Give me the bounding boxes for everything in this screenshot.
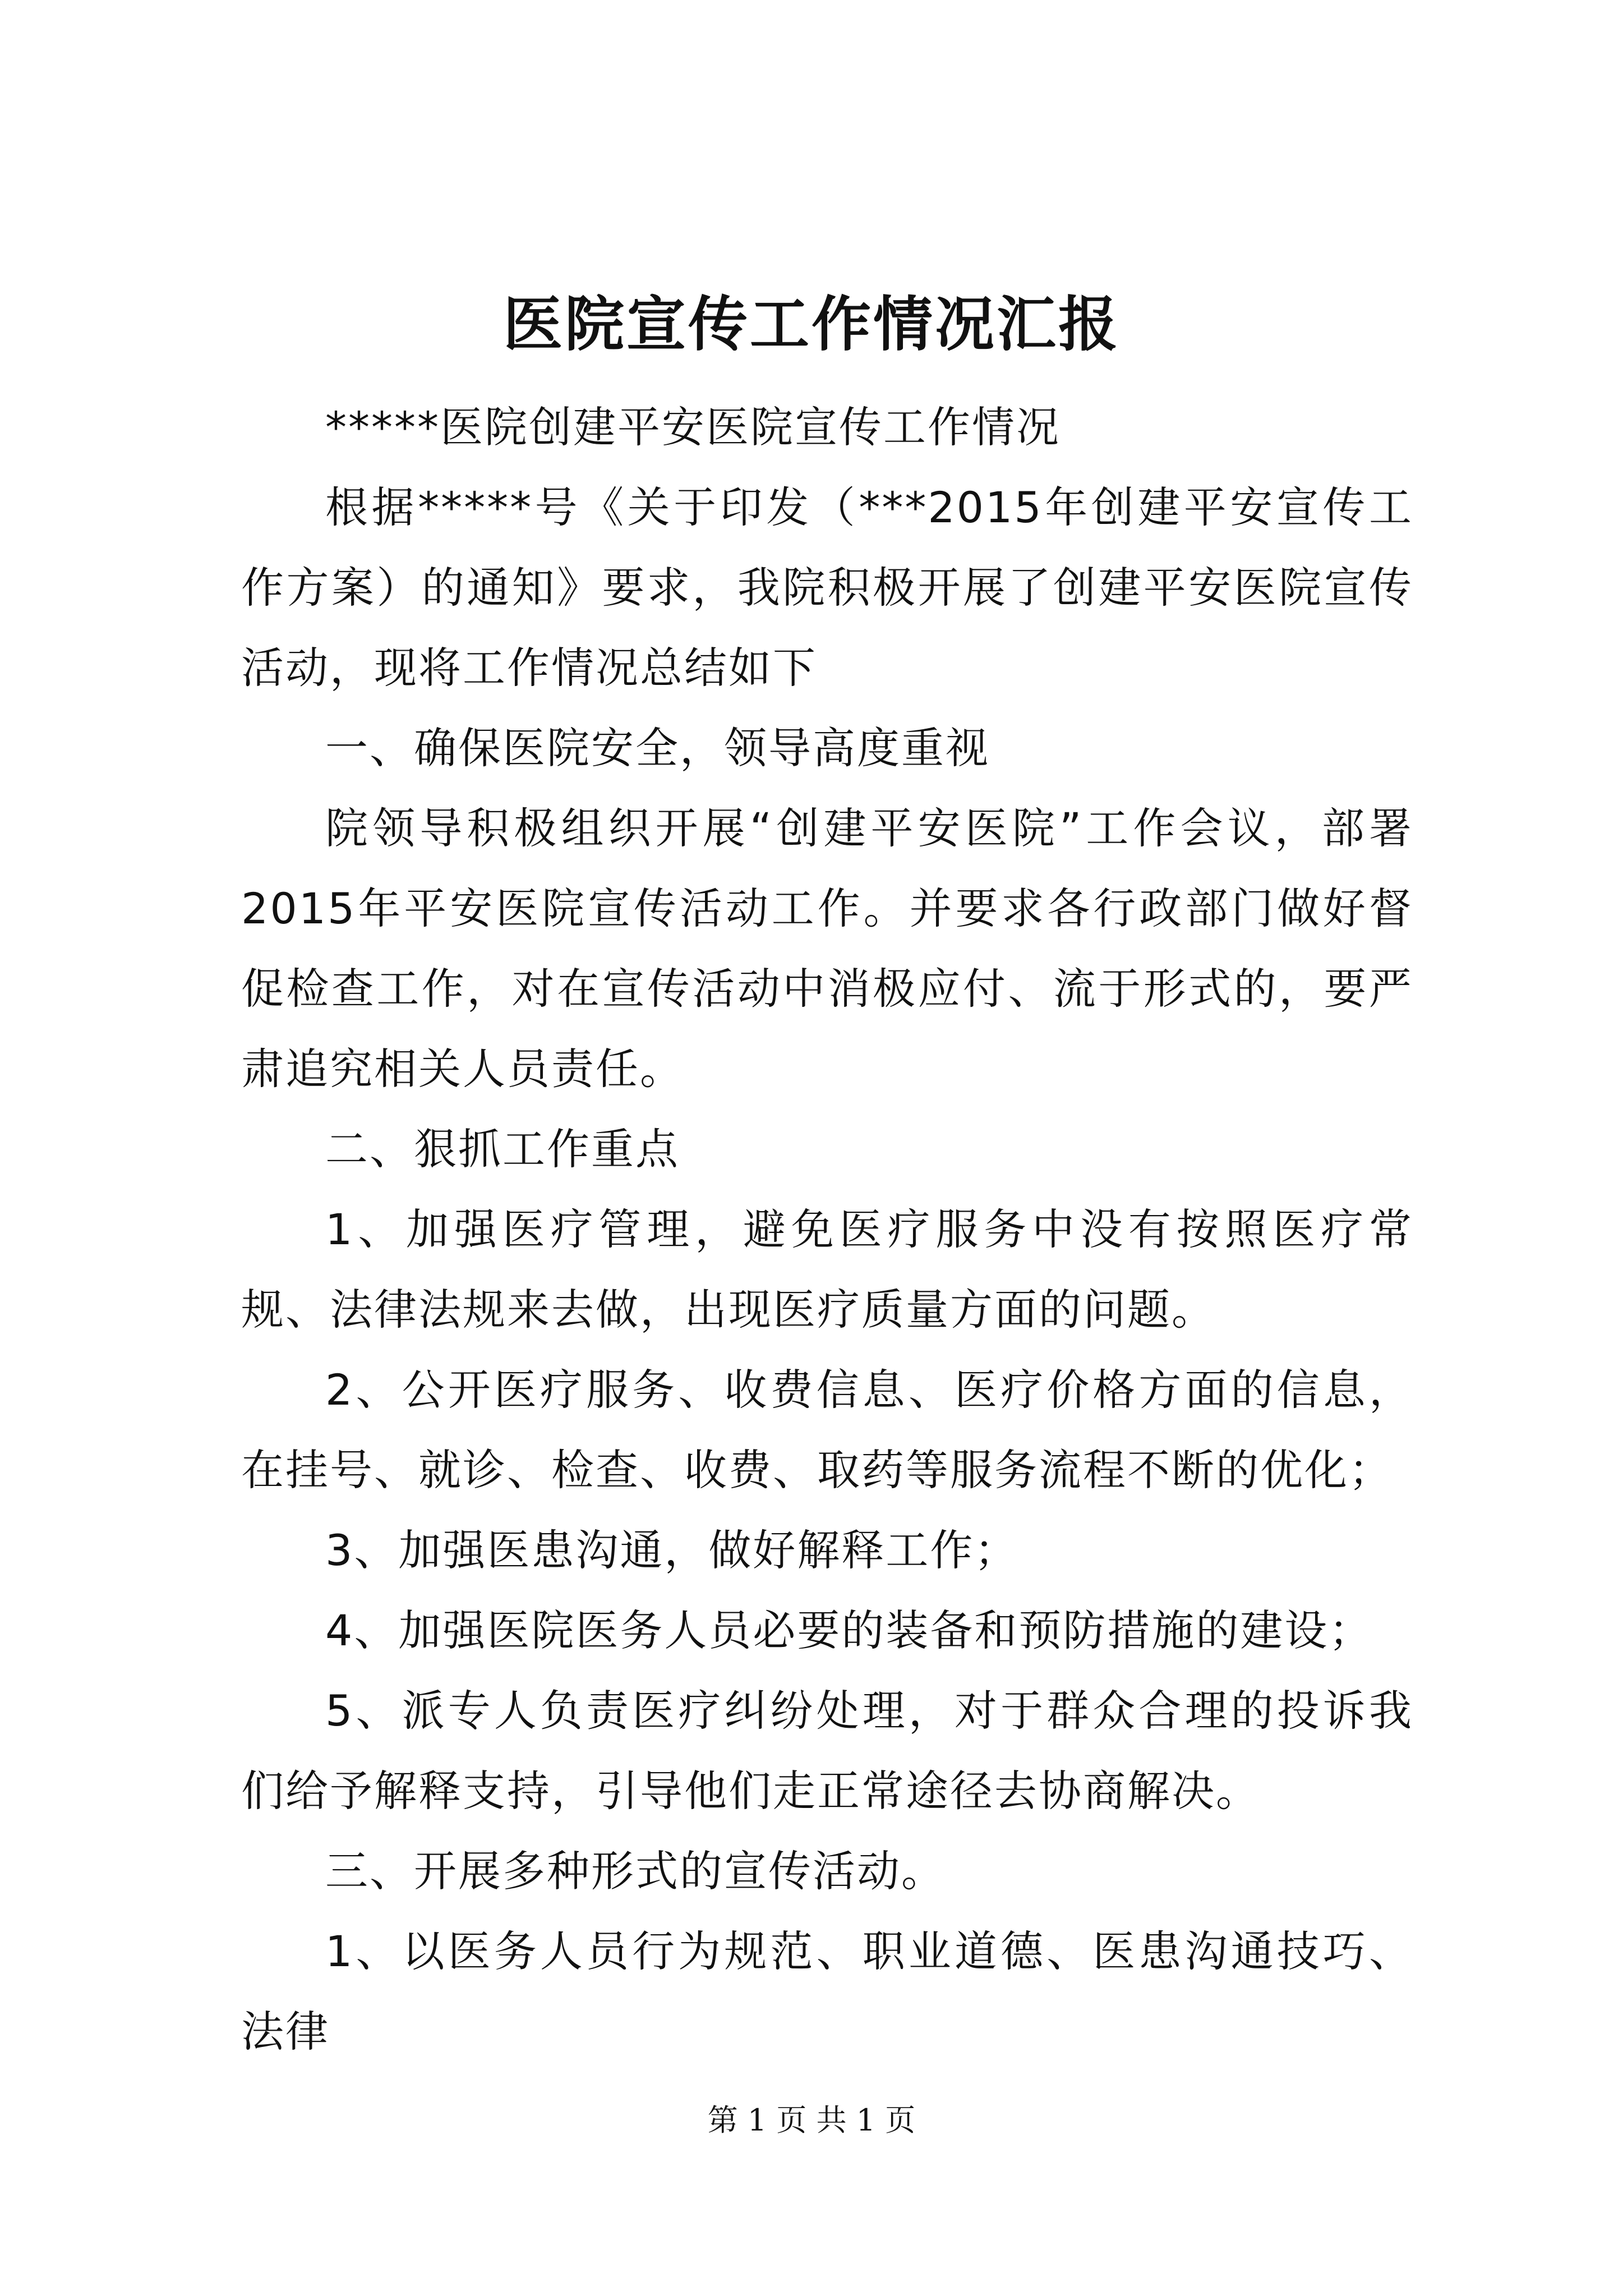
list-item-2: 2、公开医疗服务、收费信息、医疗价格方面的信息，在挂号、就诊、检查、收费、取药等服务流程不断的优化； xyxy=(241,1365,1413,1495)
section-heading-1: 一、确保医院安全，领导高度重视 xyxy=(325,723,990,773)
list-item-1: 1、加强医疗管理，避免医疗服务中没有按照医疗常规、法律法规来去做，出现医疗质量方面的问题。 xyxy=(241,1204,1413,1335)
list-item-4: 4、加强医院医务人员必要的装备和预防措施的建设； xyxy=(325,1605,1373,1655)
page-number-footer: 第 1 页 共 1 页 xyxy=(707,2102,916,2138)
list-item-6: 1、以医务人员行为规范、职业道德、医患沟通技巧、法律 xyxy=(241,1926,1413,2056)
document-body xyxy=(241,387,1413,2072)
section-heading-3: 三、开展多种形式的宣传活动。 xyxy=(325,1846,946,1896)
list-item-3: 3、加强医患沟通，做好解释工作； xyxy=(325,1525,1019,1575)
paragraph-subtitle: *****医院创建平安医院宣传工作情况 xyxy=(325,402,1061,452)
paragraph-leadership: 院领导积极组织开展“创建平安医院”工作会议，部署2015年平安医院宣传活动工作。并要求各行政部门做好督促检查工作，对在宣传活动中消极应付、流于形式的，要严肃追究相关人员责任。 xyxy=(241,803,1413,1094)
document-title: 医院宣传工作情况汇报 xyxy=(503,289,1120,359)
section-heading-2: 二、狠抓工作重点 xyxy=(325,1124,680,1174)
list-item-5: 5、派专人负责医疗纠纷处理，对于群众合理的投诉我们给予解释支持，引导他们走正常途径去协商解决。 xyxy=(241,1686,1413,1816)
paragraph-intro: 根据*****号《关于印发（***2015年创建平安宣传工作方案）的通知》要求，我院积极开展了创建平安医院宣传活动，现将工作情况总结如下 xyxy=(241,482,1413,693)
